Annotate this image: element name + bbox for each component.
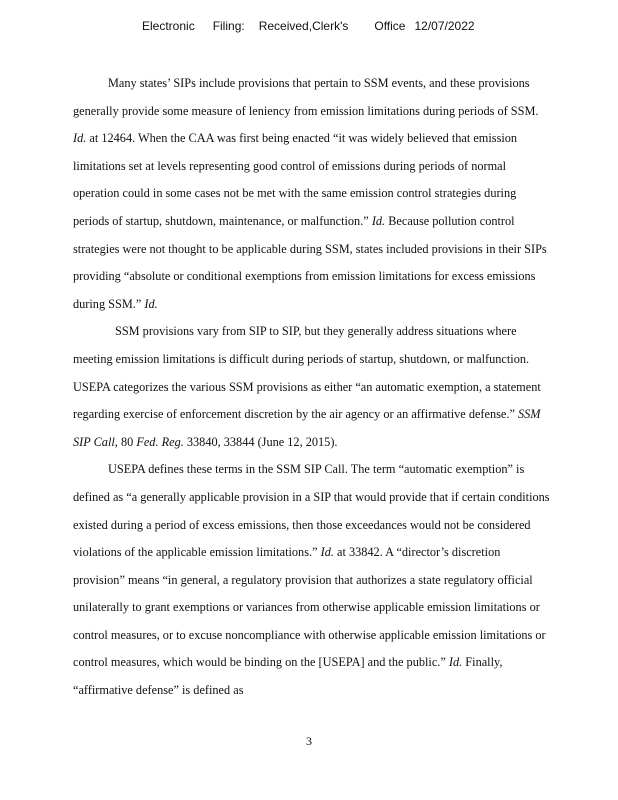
header-electronic: Electronic	[142, 19, 195, 33]
text-line: “affirmative defense” is defined as	[73, 683, 244, 698]
text-line: Many states’ SIPs include provisions that pertain to SSM events, and these provisions	[108, 76, 530, 90]
header-date: 12/07/2022	[414, 19, 475, 33]
text-line: SIP Call, 80 Fed. Reg. 33840, 33844 (June 12, 2015).	[73, 434, 338, 449]
text-line: violations of the applicable emission limitations.” Id. at 33842. A “director’s discretion	[73, 545, 501, 560]
text-line: regarding exercise of enforcement discretion by the air agency or an affirmative defense.” SSM	[73, 407, 541, 422]
text-line: generally provide some measure of leniency from emission limitations during periods of SSM.	[73, 103, 539, 118]
header-filing: Filing:	[212, 19, 245, 33]
text-line: during SSM.” Id.	[73, 296, 158, 311]
text-line: USEPA categorizes the various SSM provisions as either “an automatic exemption, a statement	[73, 379, 541, 394]
text-line: operation could in some cases not be met with the same emission control strategies during	[73, 186, 517, 201]
text-line: limitations set at levels representing good control of emissions during periods of normal	[73, 158, 507, 173]
text-line: strategies were not thought to be applicable during SSM, states included provisions in their SIPs	[73, 241, 547, 256]
text-line: control measures, which would be binding on the [USEPA] and the public.” Id. Finally,	[73, 655, 503, 670]
text-line: periods of startup, shutdown, maintenance, or malfunction.” Id. Because pollution control	[73, 213, 515, 228]
text-line: control measures, or to excuse noncompliance with otherwise applicable emission limitations or	[73, 627, 546, 642]
text-line: Id. at 12464. When the CAA was first being enacted “it was widely believed that emission	[73, 131, 518, 146]
text-line: existed during a period of excess emissions, then those exceedances would not be considered	[73, 517, 531, 532]
text-line: SSM provisions vary from SIP to SIP, but they generally address situations where	[115, 324, 517, 339]
text-line: defined as “a generally applicable provision in a SIP that would provide that if certain conditions	[73, 489, 550, 504]
header-office: Office	[374, 19, 406, 33]
text-line: providing “absolute or conditional exemptions from emission limitations for excess emissions	[73, 269, 536, 284]
text-line: USEPA defines these terms in the SSM SIP Call. The term “automatic exemption” is	[108, 462, 525, 477]
document-body	[73, 70, 603, 705]
text-line: meeting emission limitations is difficult during periods of startup, shutdown, or malfunction.	[73, 351, 530, 366]
page-number: 3	[306, 734, 312, 748]
filing-stamp-header	[142, 19, 502, 33]
header-received: Received,Clerk's	[258, 19, 349, 33]
text-line: provision” means “in general, a regulatory provision that authorizes a state regulatory official	[73, 572, 533, 587]
text-line: unilaterally to grant exemptions or variances from otherwise applicable emission limitations or	[73, 600, 540, 615]
